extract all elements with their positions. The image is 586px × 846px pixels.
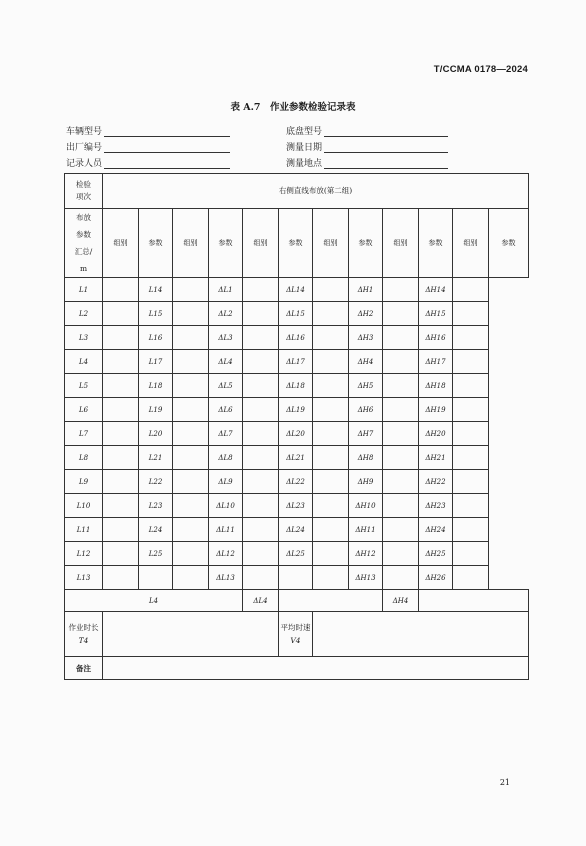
group-cell (139, 566, 173, 590)
summary-l-cell: L4 (65, 590, 243, 612)
group-cell: L19 (139, 398, 173, 422)
group-cell: ΔL3 (209, 326, 243, 350)
param-cell[interactable] (453, 518, 489, 542)
param-cell[interactable] (313, 542, 349, 566)
side-label-cell: 布放 参数 汇总/ m (65, 209, 103, 278)
group-cell: ΔH6 (349, 398, 383, 422)
remarks-value[interactable] (103, 657, 529, 680)
param-cell[interactable] (243, 470, 279, 494)
param-cell[interactable] (313, 398, 349, 422)
group-cell: ΔL8 (209, 446, 243, 470)
group-header: 组别 (173, 209, 209, 278)
group-header: 组别 (313, 209, 349, 278)
param-cell[interactable] (243, 350, 279, 374)
group-cell: ΔL11 (209, 518, 243, 542)
group-cell: ΔH17 (419, 350, 453, 374)
group-cell: ΔH20 (419, 422, 453, 446)
field-label: 测量地点 (286, 159, 323, 169)
group-cell: L15 (139, 302, 173, 326)
group-cell: ΔL24 (279, 518, 313, 542)
field-chassis-model[interactable] (286, 124, 448, 137)
section-title-cell: 右侧直线布放(第二组) (103, 174, 529, 209)
group-cell: ΔH23 (419, 494, 453, 518)
group-cell: L11 (65, 518, 103, 542)
group-cell: ΔL7 (209, 422, 243, 446)
field-measure-date[interactable] (286, 140, 448, 153)
param-cell[interactable] (313, 566, 349, 590)
field-underline (104, 158, 230, 169)
field-recorder[interactable] (66, 156, 230, 169)
param-cell[interactable] (383, 470, 419, 494)
group-cell: ΔH3 (349, 326, 383, 350)
param-cell[interactable] (453, 446, 489, 470)
table-row (65, 302, 529, 326)
param-cell[interactable] (103, 278, 139, 302)
group-cell: ΔL13 (209, 566, 243, 590)
table-row (65, 398, 529, 422)
group-cell: ΔL20 (279, 422, 313, 446)
param-cell[interactable] (173, 542, 209, 566)
group-cell: ΔL22 (279, 470, 313, 494)
header-row (65, 174, 529, 209)
group-cell: ΔL14 (279, 278, 313, 302)
param-cell[interactable] (103, 350, 139, 374)
group-cell: ΔH4 (349, 350, 383, 374)
param-cell[interactable] (243, 422, 279, 446)
param-cell[interactable] (453, 326, 489, 350)
remarks-label: 备注 (65, 657, 103, 680)
field-label: 测量日期 (286, 143, 323, 153)
param-cell[interactable] (103, 422, 139, 446)
param-cell[interactable] (173, 278, 209, 302)
group-cell: ΔH7 (349, 422, 383, 446)
group-cell: L2 (65, 302, 103, 326)
group-cell: ΔH16 (419, 326, 453, 350)
table-row (65, 374, 529, 398)
avg-speed-label: 平均时速 V4 (279, 612, 313, 657)
field-label: 底盘型号 (286, 127, 323, 137)
param-cell[interactable] (313, 446, 349, 470)
param-cell[interactable] (103, 470, 139, 494)
param-cell[interactable] (103, 518, 139, 542)
summary-row (65, 590, 529, 612)
group-cell: ΔH25 (419, 542, 453, 566)
group-cell: ΔH15 (419, 302, 453, 326)
field-label: 车辆型号 (66, 127, 103, 137)
param-cell[interactable] (453, 374, 489, 398)
param-cell[interactable] (383, 350, 419, 374)
param-cell[interactable] (383, 542, 419, 566)
group-cell: ΔL16 (279, 326, 313, 350)
group-cell: ΔH18 (419, 374, 453, 398)
param-cell[interactable] (313, 470, 349, 494)
param-cell[interactable] (313, 350, 349, 374)
group-cell: L9 (65, 470, 103, 494)
param-cell[interactable] (243, 374, 279, 398)
group-cell: ΔL5 (209, 374, 243, 398)
table-row (65, 518, 529, 542)
group-cell: ΔH21 (419, 446, 453, 470)
param-cell[interactable] (103, 494, 139, 518)
group-cell: ΔH9 (349, 470, 383, 494)
group-cell: ΔH10 (349, 494, 383, 518)
param-cell[interactable] (383, 326, 419, 350)
param-cell[interactable] (313, 326, 349, 350)
group-cell: ΔL15 (279, 302, 313, 326)
summary-dh-cell: ΔH4 (383, 590, 419, 612)
param-cell[interactable] (173, 470, 209, 494)
param-header: 参数 (209, 209, 243, 278)
group-header: 组别 (383, 209, 419, 278)
param-cell[interactable] (383, 518, 419, 542)
group-cell: ΔL25 (279, 542, 313, 566)
work-time-label: 作业时长 T4 (65, 612, 103, 657)
field-measure-location[interactable] (286, 156, 448, 169)
group-cell: ΔH12 (349, 542, 383, 566)
param-cell[interactable] (383, 566, 419, 590)
field-label: 出厂编号 (66, 143, 103, 153)
group-cell: L24 (139, 518, 173, 542)
group-cell: L4 (65, 350, 103, 374)
group-cell: ΔH11 (349, 518, 383, 542)
param-cell[interactable] (243, 302, 279, 326)
field-label: 记录人员 (66, 159, 103, 169)
group-cell: L13 (65, 566, 103, 590)
group-cell: L16 (139, 326, 173, 350)
field-vehicle-model[interactable] (66, 124, 230, 137)
table-row (65, 566, 529, 590)
group-cell: L12 (65, 542, 103, 566)
group-cell: L21 (139, 446, 173, 470)
field-underline (104, 142, 230, 153)
field-underline (324, 158, 448, 169)
sub-header-row (65, 209, 529, 278)
group-cell: ΔH8 (349, 446, 383, 470)
param-header: 参数 (489, 209, 529, 278)
param-cell[interactable] (453, 566, 489, 590)
table-row (65, 470, 529, 494)
group-header: 组别 (243, 209, 279, 278)
param-cell[interactable] (173, 374, 209, 398)
group-cell: L22 (139, 470, 173, 494)
param-cell[interactable] (243, 518, 279, 542)
table-title: 表 A.7 作业参数检验记录表 (230, 102, 356, 113)
table-row (65, 278, 529, 302)
table-row (65, 494, 529, 518)
table-row (65, 542, 529, 566)
record-table (64, 173, 529, 680)
group-cell: L8 (65, 446, 103, 470)
param-cell[interactable] (103, 542, 139, 566)
table-row (65, 446, 529, 470)
group-cell: L23 (139, 494, 173, 518)
param-cell[interactable] (313, 518, 349, 542)
param-cell[interactable] (103, 326, 139, 350)
group-cell: ΔH2 (349, 302, 383, 326)
group-cell: L1 (65, 278, 103, 302)
field-serial-number[interactable] (66, 140, 230, 153)
param-cell[interactable] (173, 398, 209, 422)
param-cell[interactable] (103, 566, 139, 590)
group-cell: ΔH13 (349, 566, 383, 590)
param-cell[interactable] (173, 518, 209, 542)
param-cell[interactable] (453, 302, 489, 326)
group-header: 组别 (103, 209, 139, 278)
group-cell: L17 (139, 350, 173, 374)
field-underline (324, 126, 448, 137)
param-cell[interactable] (383, 302, 419, 326)
param-cell[interactable] (453, 350, 489, 374)
param-cell[interactable] (453, 398, 489, 422)
param-cell[interactable] (243, 326, 279, 350)
page-number: 21 (499, 778, 510, 787)
param-cell[interactable] (383, 278, 419, 302)
summary-dl-cell: ΔL4 (243, 590, 279, 612)
param-cell[interactable] (453, 494, 489, 518)
param-cell[interactable] (173, 422, 209, 446)
group-cell: ΔH24 (419, 518, 453, 542)
group-cell: ΔH5 (349, 374, 383, 398)
item-header-cell: 检验 项次 (65, 174, 103, 209)
param-header: 参数 (279, 209, 313, 278)
group-cell: ΔL2 (209, 302, 243, 326)
param-cell[interactable] (243, 494, 279, 518)
param-cell[interactable] (173, 494, 209, 518)
group-cell: ΔH22 (419, 470, 453, 494)
group-cell: L6 (65, 398, 103, 422)
group-cell: L3 (65, 326, 103, 350)
group-cell: ΔL4 (209, 350, 243, 374)
group-header: 组别 (453, 209, 489, 278)
group-cell: ΔL18 (279, 374, 313, 398)
param-cell[interactable] (383, 494, 419, 518)
table-row (65, 350, 529, 374)
param-header: 参数 (419, 209, 453, 278)
group-cell: L10 (65, 494, 103, 518)
group-cell: ΔL23 (279, 494, 313, 518)
param-cell[interactable] (173, 566, 209, 590)
param-header: 参数 (349, 209, 383, 278)
param-cell[interactable] (243, 278, 279, 302)
field-underline (104, 126, 230, 137)
param-cell[interactable] (103, 446, 139, 470)
param-cell[interactable] (453, 542, 489, 566)
param-cell[interactable] (383, 374, 419, 398)
group-cell: L5 (65, 374, 103, 398)
param-cell[interactable] (173, 302, 209, 326)
table-row (65, 326, 529, 350)
param-cell[interactable] (103, 302, 139, 326)
avg-speed-value[interactable] (313, 612, 529, 657)
group-cell: L18 (139, 374, 173, 398)
param-cell[interactable] (173, 350, 209, 374)
param-cell[interactable] (453, 422, 489, 446)
group-cell: L20 (139, 422, 173, 446)
param-header: 参数 (139, 209, 173, 278)
param-cell[interactable] (173, 446, 209, 470)
group-cell: ΔL21 (279, 446, 313, 470)
group-cell: L14 (139, 278, 173, 302)
remarks-row (65, 657, 529, 680)
param-cell[interactable] (453, 470, 489, 494)
param-cell[interactable] (243, 542, 279, 566)
param-cell[interactable] (103, 398, 139, 422)
group-cell (279, 566, 313, 590)
group-cell: ΔL10 (209, 494, 243, 518)
param-cell[interactable] (243, 446, 279, 470)
summary-dh-value[interactable] (419, 590, 529, 612)
work-time-value[interactable] (103, 612, 279, 657)
group-cell: ΔL9 (209, 470, 243, 494)
param-cell[interactable] (103, 374, 139, 398)
group-cell: L7 (65, 422, 103, 446)
param-cell[interactable] (383, 398, 419, 422)
group-cell: ΔH14 (419, 278, 453, 302)
param-cell[interactable] (383, 422, 419, 446)
param-cell[interactable] (313, 278, 349, 302)
group-cell: ΔL6 (209, 398, 243, 422)
group-cell: ΔL1 (209, 278, 243, 302)
param-cell[interactable] (313, 422, 349, 446)
group-cell: ΔL19 (279, 398, 313, 422)
group-cell: ΔL12 (209, 542, 243, 566)
param-cell[interactable] (243, 398, 279, 422)
group-cell: ΔH1 (349, 278, 383, 302)
param-cell[interactable] (173, 326, 209, 350)
param-cell[interactable] (313, 374, 349, 398)
group-cell: ΔH26 (419, 566, 453, 590)
param-cell[interactable] (313, 302, 349, 326)
group-cell: ΔH19 (419, 398, 453, 422)
param-cell[interactable] (313, 494, 349, 518)
table-row (65, 422, 529, 446)
standard-code: T/CCMA 0178—2024 (433, 64, 528, 75)
time-speed-row (65, 612, 529, 657)
param-cell[interactable] (383, 446, 419, 470)
group-cell: L25 (139, 542, 173, 566)
field-underline (324, 142, 448, 153)
param-cell[interactable] (243, 566, 279, 590)
group-cell: ΔL17 (279, 350, 313, 374)
summary-dl-value[interactable] (279, 590, 383, 612)
param-cell[interactable] (453, 278, 489, 302)
